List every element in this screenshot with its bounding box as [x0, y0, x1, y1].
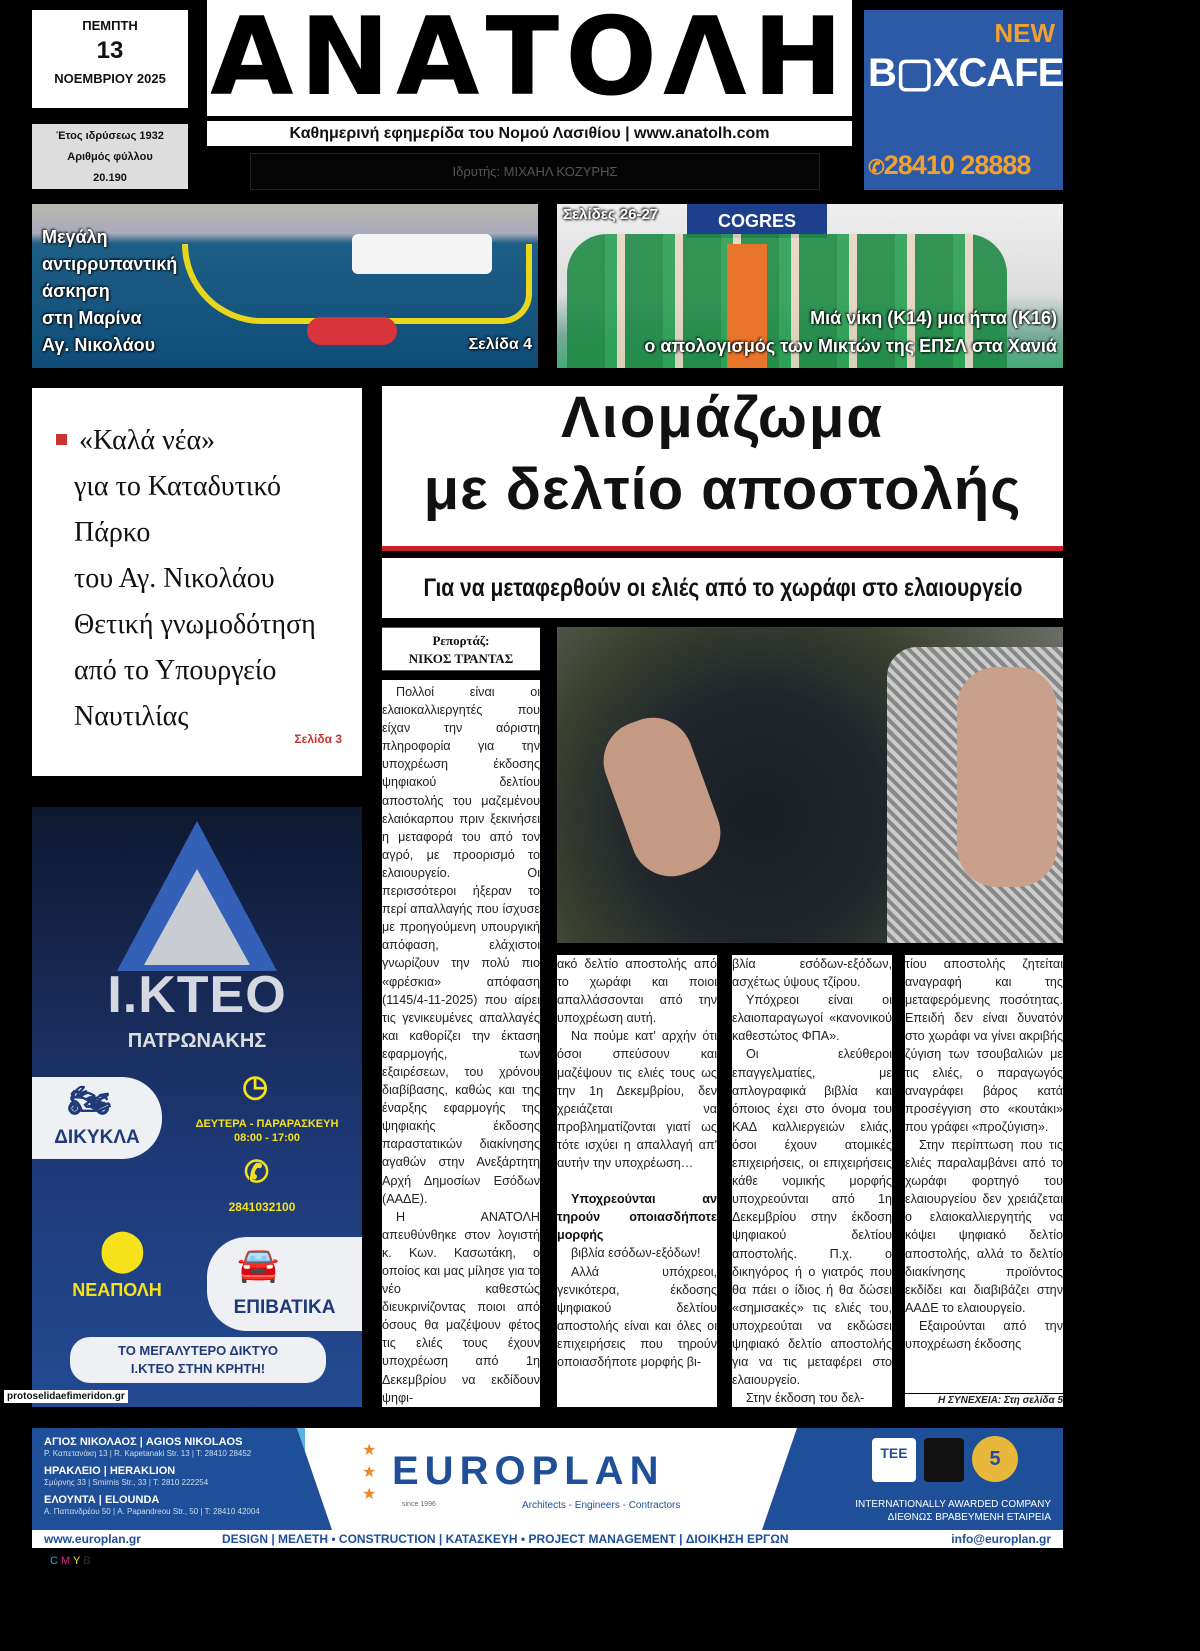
- award-badge: [924, 1438, 964, 1482]
- marina-page-ref: Σελίδα 4: [468, 336, 532, 353]
- headline-line-2: με δελτίο αποστολής: [423, 457, 1022, 522]
- byline: Ρεπορτάζ: ΝΙΚΟΣ ΤΡΑΝΤΑΣ: [382, 627, 540, 671]
- masthead-title: ΑΝΑΤΟΛΗ: [207, 0, 852, 116]
- inline-subhead: Υποχρεούνται αν τηρούν οποιασδήποτε μορφής: [557, 1192, 717, 1243]
- teaser-line: «Καλά νέα»: [56, 418, 342, 464]
- masthead-tagline: Καθημερινή εφημερίδα του Νομού Λασιθίου | www.anatolh.com: [207, 121, 852, 146]
- bullet-icon: [56, 434, 67, 445]
- kteo-brand: Ι.ΚΤΕΟ: [107, 966, 287, 1024]
- location-pin-icon: ⬤: [100, 1228, 145, 1272]
- oil-boom: [182, 244, 532, 324]
- years-badge: 5: [972, 1436, 1018, 1482]
- date-box: [32, 10, 188, 108]
- ad-phone: 28410 28888: [883, 150, 1031, 180]
- football-pages-ref: Σελίδες 26-27: [563, 206, 659, 223]
- europlan-ad[interactable]: [32, 1428, 1063, 1548]
- headline-divider: [382, 546, 1063, 551]
- office-list: ΑΓΙΟΣ ΝΙΚΟΛΑΟΣ | AGIOS NIKOLAOS Ρ. Καπετανάκη 13 | R. Kapetanaki Str. 13 | T: 28410 28452 ΗΡΑΚΛΕΙΟ | HERAKLION Σμύρνης 33 | Smirnis Str., 33 | T: 2810 222254 ΕΛΟΥΝΤΑ | ELOUNDA Α. Παπανδρέου 50 | A. Papandreou Str., 50 | T: 28410 42004: [44, 1436, 260, 1516]
- europlan-website[interactable]: www.europlan.gr: [44, 1532, 141, 1546]
- since-label: since 1996: [402, 1501, 436, 1508]
- kteo-slogan: ΤΟ ΜΕΓΑΛΥΤΕΡΟ ΔΙΚΤΥΟ Ι.ΚΤΕΟ ΣΤΗΝ ΚΡΗΤΗ!: [70, 1337, 326, 1383]
- watermark: protoselidaefimeridon.gr: [4, 1390, 128, 1403]
- motorcycles-badge: 🏍 ΔΙΚΥΚΛΑ: [32, 1077, 162, 1159]
- subheadline-box: [382, 558, 1063, 618]
- hand: [592, 706, 731, 887]
- phone-icon: ✆: [868, 157, 884, 179]
- europlan-tagline: Architects - Engineers - Contractors: [522, 1500, 681, 1511]
- teaser-line: Ναυτιλίας: [74, 701, 189, 732]
- founded-year: Έτος ιδρύσεως 1932: [56, 130, 164, 142]
- cmyk-marks: C M Y B: [50, 1555, 91, 1567]
- car-icon: 🚘: [237, 1246, 280, 1284]
- paragraph: Η ΑΝΑΤΟΛΗ απευθύνθηκε στον λογιστή κ. Κων. Κασωτάκη, ο οποίος και μας μίλησε για το νέο καθεστώς διευκρινίζοντας ποιοι από όσους θα μαζέψουν φέτος τις ελιές τους έχουν υποχρέωση από 1η Δεκεμβρίου να εκδίδουν ψηφι-: [382, 1209, 540, 1405]
- paragraph: ακό δελτίο αποστολής από το χωράφι και ποιοι απαλλάσσονται από την υποχρέωση αυτή.: [557, 957, 717, 1026]
- football-caption-2: ο απολογισμός των Μικτών της ΕΠΣΛ στα Χανιά: [644, 336, 1057, 356]
- paragraph: Πολλοί είναι οι ελαιοκαλλιεργητές που είχαν την αόριστη πληροφορία για την υποχρέωση έκδοσης ψηφιακού δελτίου αποστολής του μαζεμένου ελαιόκαρπου πριν ξεκινήσει η μεταφορά του από τον αγρό, με προορισμό το ελαιουργείο. Οι περισσότεροι ήξεραν το περί απαλλαγής που ίσχυσε με προηγούμενη υπουργική απόφαση, ελάχιστοι γνωρίζουν την πολύ πιο «φρέσκια» απόφαση (1145/4-11-2025) που αίρει τις γενικευμένες απαλλαγές και καθορίζει την έκταση εφαρμογής, των εξαιρέσεων, του χρόνου διαβίβασης, καθώς και της έναρξης εφαρμογής της ψηφιακής έκδοσης παραστατικών διακίνησης αγαθών στην Ανεξάρτητη Αρχή Δημοσίων Εσόδων (ΑΑΔΕ).: [382, 685, 540, 1206]
- news-teaser-diving-park[interactable]: [32, 388, 362, 776]
- paragraph: Στην έκδοση του δελ-: [746, 1391, 865, 1406]
- weekday: ΠΕΜΠΤΗ: [82, 18, 138, 33]
- tee-badge: ΤΕΕ: [872, 1438, 916, 1482]
- teaser-line: για το Καταδυτικό: [74, 471, 281, 502]
- olives-photo[interactable]: [557, 627, 1063, 943]
- founder-line: Ιδρυτής: ΜΙΧΑΗΛ ΚΟΖΥΡΗΣ: [250, 153, 820, 190]
- day: 13: [96, 37, 124, 64]
- award-text: INTERNATIONALLY AWARDED COMPANY ΔΙΕΘΝΩΣ ΒΡΑΒΕΥΜΕΝΗ ΕΤΑΙΡΕΙΑ: [855, 1499, 1051, 1523]
- article-column-4: [905, 955, 1063, 1393]
- paragraph: Οι ελεύθεροι επαγγελματίες, με απλογραφικά βιβλία και όποιος έχει στο όνομα του ΚΑΔ καλλιεργειών ελιάς, όσοι έχουν ατομικές επιχειρήσεις, οι επιχειρήσεις κάθε νομικής μορφής υποχρεούνται από 1η Δεκεμβρίου στην έκδοση ψηφιακού δελτίου αποστολής. Π.χ. ο δικηγόρος ή ο γιατρός που θα πάει ο ίδιος ή θα δώσει «σημισακές» τις ελιές του, υποχρεούται να εκδώσει ψηφιακό δελτίο αποστολής για να τις μεταφέρει στο ελαιουργείο.: [732, 1047, 892, 1388]
- motorcycle-icon: 🏍: [68, 1082, 112, 1120]
- paragraph: Να πούμε κατ' αρχήν ότι όσοι σπεύσουν και μαζέψουν τις ελιές τους ως την 1η Δεκεμβρίου, δεν χρειάζεται να προβληματίζονται γιατί ως τότε ισχύει η απαλλαγή απ' αυτήν την υποχρέωση…: [557, 1029, 717, 1171]
- europlan-footer: [32, 1530, 1063, 1548]
- opening-hours: ΔΕΥΤΕΡΑ - ΠΑΡΑΡΑΣΚΕΥΗ 08:00 - 17:00: [195, 1118, 339, 1144]
- article-column-1: [382, 680, 540, 1407]
- teaser-page-ref: Σελίδα 3: [294, 732, 342, 746]
- teaser-line: από το Υπουργείο: [74, 655, 277, 686]
- paragraph: Στην περίπτωση που τις ελιές παραλαμβάνει από το χωράφι φορτηγό του ελαιουργείου δεν χρειάζεται ο ελαιοκαλλιεργητής να κόψει ψηφιακό δελτίο αποστολής, αλλά το δελτίο διακίνησης προϊόντος εκδίδει και διαβιβάζει στην ΑΑΔΕ το ελαιουργείο.: [905, 1137, 1063, 1315]
- teaser-line: Πάρκο: [74, 517, 151, 548]
- teaser-line: του Αγ. Νικολάου: [74, 563, 275, 594]
- issue-label: Αριθμός φύλλου: [67, 151, 153, 163]
- cars-badge: 🚘 ΕΠΙΒΑΤΙΚΑ: [207, 1237, 362, 1331]
- phone-icon: ✆: [244, 1156, 270, 1189]
- main-headline[interactable]: [382, 386, 1063, 546]
- issue-number: 20.190: [93, 172, 127, 184]
- paragraph: βλία εσόδων-εξόδων, ασχέτως ύψους τζίρου.: [732, 957, 892, 990]
- kteo-ad[interactable]: [32, 807, 362, 1407]
- teaser-line: Θετική γνωμοδότηση: [74, 609, 316, 640]
- issue-info-box: [32, 124, 188, 189]
- paragraph: βιβλία εσόδων-εξόδων!: [571, 1246, 701, 1261]
- month-year: ΝΟΕΜΒΡΙΟΥ 2025: [54, 71, 166, 86]
- europlan-logo: EUROPLAN: [392, 1449, 665, 1493]
- paragraph: Αλλά υπόχρεοι, γενικότερα, έκδοσης ψηφιακού δελτίου αποστολής είναι και όλες οι επιχειρήσεις που τηρούν οποιασδήποτε μορφής βι-: [557, 1264, 717, 1369]
- football-caption-1: Μιά νίκη (Κ14) μια ήττα (Κ16): [810, 308, 1057, 328]
- sponsor-sign: COGRES: [687, 204, 827, 238]
- paragraph: τίου αποστολής ζητείται αναγραφή και της μεταφερόμενης ποσότητας. Επειδή δεν είναι δυνατόν στο χωράφι να γίνει ακριβής ζύγιση των τσουβαλιών με τις ελιές, ο παραγωγός αναγράφει βάρος κατά προσέγγιση στο «κουτάκι» που γράφει «προζύγιση».: [905, 957, 1063, 1134]
- paragraph: Υπόχρεοι είναι οι ελαιοπαραγωγοί «κανονικού καθεστώτος ΦΠΑ».: [732, 993, 892, 1044]
- headline-line-1: Λιομάζωμα: [561, 386, 884, 450]
- continued-link[interactable]: Η ΣΥΝΕΧΕΙΑ: Στη σελίδα 5: [905, 1394, 1063, 1407]
- paragraph: Εξαιρούνται από την υποχρέωση έκδοσης: [905, 1318, 1063, 1351]
- subheadline: Για να μεταφερθούν οι ελιές από το χωράφι στο ελαιουργείο: [423, 574, 1022, 602]
- article-column-3: [732, 955, 892, 1407]
- kteo-location: ΝΕΑΠΟΛΗ: [72, 1280, 162, 1300]
- kteo-name: ΠΑΤΡΩΝΑΚΗΣ: [127, 1030, 267, 1052]
- stars-icon: ★ ★ ★: [362, 1442, 377, 1503]
- football-photo[interactable]: [557, 204, 1063, 368]
- ad-phone-row: [868, 150, 1030, 181]
- marina-photo[interactable]: [32, 204, 538, 368]
- europlan-services: DESIGN | ΜΕΛΕΤΗ • CONSTRUCTION | ΚΑΤΑΣΚΕΥΗ • PROJECT MANAGEMENT | ΔΙΟΙΚΗΣΗ ΕΡΓΩΝ: [222, 1532, 789, 1546]
- rib-boat: [307, 317, 397, 345]
- kteo-phone: 2841032100: [228, 1200, 296, 1214]
- article-column-2: [557, 955, 717, 1407]
- ad-brand: B▢XCAFE: [868, 51, 1064, 95]
- clock-icon: ◷: [242, 1070, 269, 1103]
- marina-caption: Μεγάλη αντιρρυπαντική άσκηση στη Μαρίνα Αγ. Νικολάου: [42, 227, 178, 355]
- boxcafe-ad[interactable]: [864, 10, 1063, 190]
- ad-new-label: NEW: [994, 18, 1055, 48]
- europlan-email[interactable]: info@europlan.gr: [951, 1532, 1051, 1546]
- hand: [957, 667, 1057, 887]
